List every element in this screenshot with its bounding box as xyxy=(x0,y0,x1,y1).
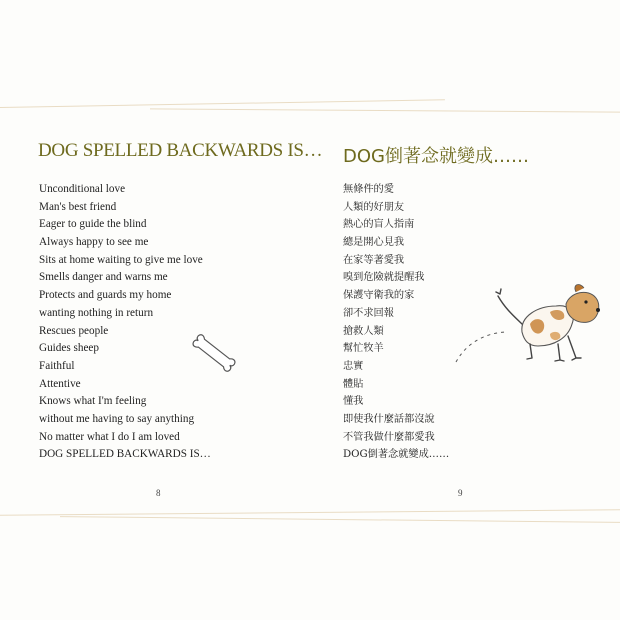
poem-line: 搶救人類 xyxy=(343,325,384,337)
poem-line: 即使我什麼話都沒說 xyxy=(343,413,435,425)
poem-line: 懂我 xyxy=(343,396,364,408)
poem-line: 在家等著愛我 xyxy=(343,254,405,266)
poem-lines xyxy=(343,181,449,464)
poem-line: Unconditional love xyxy=(39,183,126,195)
poem-line: Knows what I'm feeling xyxy=(39,395,147,408)
dog-nose xyxy=(596,308,600,312)
poem-line: Faithful xyxy=(39,359,75,372)
dog-illustration xyxy=(438,280,608,390)
poem-line: 人類的好朋友 xyxy=(343,201,405,213)
poem-line: DOG SPELLED BACKWARDS IS… xyxy=(39,448,211,461)
poem-line: 幫忙牧羊 xyxy=(343,343,384,355)
page-number: 9 xyxy=(458,488,463,498)
poem-line: Sits at home waiting to give me love xyxy=(39,253,203,266)
poem-line: 無條件的愛 xyxy=(343,184,394,195)
poem-line: Eager to guide the blind xyxy=(39,218,147,231)
poem-line: Always happy to see me xyxy=(39,236,149,249)
poem-line: Man's best friend xyxy=(39,200,117,213)
poem-line: DOG倒著念就變成…… xyxy=(343,449,450,461)
poem-lines xyxy=(39,181,211,464)
poem-line: 保護守衛我的家 xyxy=(343,290,415,302)
poem-line: Attentive xyxy=(39,377,81,390)
dog-body xyxy=(522,306,573,346)
poem-line: 卻不求回報 xyxy=(343,307,394,319)
poem-line: 體貼 xyxy=(343,378,364,390)
poem-line: 忠實 xyxy=(343,360,364,372)
poem-line: Rescues people xyxy=(39,324,109,337)
dog-eye xyxy=(584,300,587,303)
pee-arc-line xyxy=(456,332,508,362)
poem-line: 不管我做什麼都愛我 xyxy=(343,431,435,443)
bone-icon xyxy=(188,330,240,376)
dog-hind-leg xyxy=(527,344,532,359)
poem-line: without me having to say anything xyxy=(39,412,195,425)
dog-ear xyxy=(575,285,584,292)
page-title: DOG SPELLED BACKWARDS IS… xyxy=(38,140,323,161)
poem-line: wanting nothing in return xyxy=(39,306,154,319)
page-title: DOG倒著念就變成…… xyxy=(343,146,529,167)
right-page xyxy=(310,0,620,620)
poem-line: 嗅到危險就提醒我 xyxy=(343,272,425,284)
dog-hind-leg xyxy=(496,289,524,326)
dog-front-leg xyxy=(568,336,581,360)
poem-line: Smells danger and warns me xyxy=(39,271,168,284)
poem-line: Guides sheep xyxy=(39,342,99,355)
dog-front-leg xyxy=(555,344,564,361)
poem-line: 總是開心見我 xyxy=(343,237,405,249)
poem-line: Protects and guards my home xyxy=(39,289,172,302)
poem-line: 熱心的盲人指南 xyxy=(343,219,415,231)
poem-line: No matter what I do I am loved xyxy=(39,430,180,443)
page-number: 8 xyxy=(156,488,161,498)
